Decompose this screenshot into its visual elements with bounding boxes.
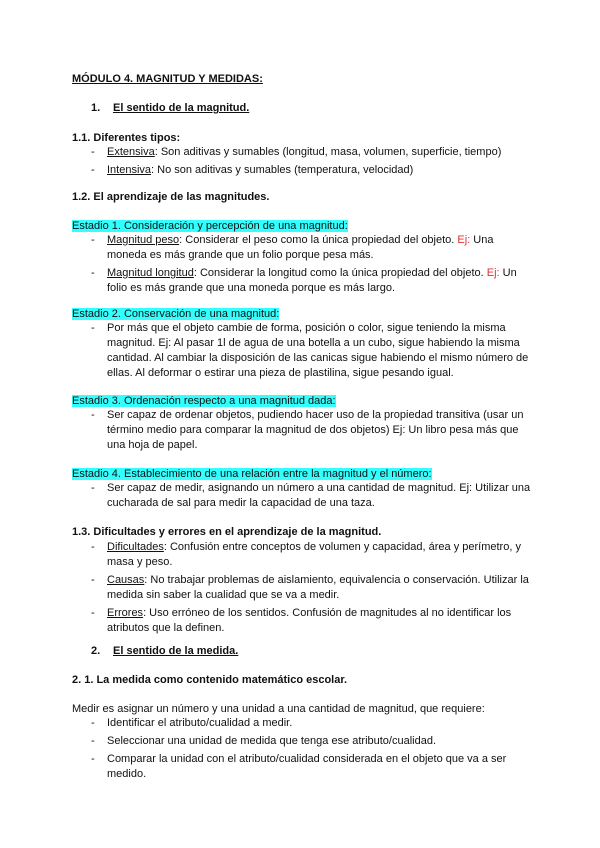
- stage-4-list: [91, 481, 531, 514]
- list-item: [91, 573, 531, 603]
- stage-1-list: [91, 233, 531, 299]
- item-text: : Considerar la longitud como la única propiedad del objeto.: [193, 267, 487, 279]
- section-1-2-heading: 1.2. El aprendizaje de las magnitudes.: [72, 191, 270, 203]
- stage-3-list: [91, 408, 531, 456]
- stage-2-list: [91, 321, 531, 384]
- measure-intro: Medir es asignar un número y una unidad a una cantidad de magnitud, que requiere:: [72, 703, 485, 715]
- stage-1-label: [72, 219, 348, 234]
- list-item: - Seleccionar una unidad de medida que tenga ese atributo/cualidad.: [91, 734, 531, 749]
- item-text: : No trabajar problemas de aislamiento, equivalencia o conservación. Utilizar la medida sin saber la cualidad que se va a medir.: [107, 574, 529, 601]
- item-text: Una moneda es más grande que un folio porque pesa más.: [107, 234, 494, 261]
- list-item: - Ser capaz de medir, asignando un número a una cantidad de magnitud. Ej: Utilizar una cucharada de sal para medir la capacidad de una taza.: [91, 481, 531, 511]
- difficulties-list: [91, 540, 531, 639]
- stage-4-label: [72, 467, 432, 482]
- example-label: Ej:: [486, 267, 500, 279]
- list-item: [91, 606, 531, 636]
- item-term: Magnitud peso: [107, 234, 180, 246]
- stage-2-label: [72, 307, 279, 322]
- section-2-title: El sentido de la medida.: [113, 645, 239, 657]
- section-2-number: 2.: [91, 645, 101, 657]
- section-1-heading: [91, 101, 249, 116]
- section-1-title: El sentido de la magnitud.: [113, 102, 250, 114]
- stage-3-label-text: Estadio 3. Ordenación respecto a una magnitud dada:: [72, 395, 336, 407]
- list-item: [91, 266, 531, 296]
- item-text: : Uso erróneo de los sentidos. Confusión de magnitudes al no identificar los atributos que la definen.: [107, 607, 512, 634]
- section-1-number: 1.: [91, 102, 101, 114]
- example-label: Ej:: [457, 234, 471, 246]
- stage-2-label-text: Estadio 2. Conservación de una magnitud:: [72, 308, 280, 320]
- item-term: Magnitud longitud: [107, 267, 194, 279]
- stage-4-label-text: Estadio 4. Establecimiento de una relación entre la magnitud y el número:: [72, 468, 432, 480]
- item-text: Un folio es más grande que una moneda porque es más largo.: [107, 267, 517, 294]
- item-term: Intensiva: [107, 164, 152, 176]
- item-text: : Confusión entre conceptos de volumen y capacidad, área y perímetro, y masa y peso.: [107, 541, 521, 568]
- item-text: : Son aditivas y sumables (longitud, masa, volumen, superficie, tiempo): [154, 146, 502, 158]
- section-1-1-heading: 1.1. Diferentes tipos:: [72, 132, 181, 144]
- item-text: : Considerar el peso como la única propiedad del objeto.: [179, 234, 458, 246]
- module-title: MÓDULO 4. MAGNITUD Y MEDIDAS:: [72, 73, 263, 85]
- section-2-heading: [91, 644, 238, 659]
- list-item: [91, 540, 531, 570]
- list-item: - Ser capaz de ordenar objetos, pudiendo hacer uso de la propiedad transitiva (usar un término medio para comparar la magnitud de dos objetos) Ej: Un libro pesa más que una hoja de papel.: [91, 408, 531, 453]
- list-item: - Comparar la unidad con el atributo/cualidad considerada en el objeto que va a ser medido.: [91, 752, 531, 782]
- list-item: - Por más que el objeto cambie de forma, posición o color, sigue teniendo la misma magnitud. Ej: Al pasar 1l de agua de una botella a un cubo, sigue habiendo la misma cantidad. Al cambiar la disposición de las canicas sigue habiendo el mismo número de ellas. Al deformar o estirar una pieza de plastilina, sigue pesando igual.: [91, 321, 531, 381]
- measure-requirements-list: [91, 716, 531, 785]
- stage-3-label: [72, 394, 336, 409]
- item-term: Errores: [107, 607, 144, 619]
- list-item: [91, 163, 531, 178]
- item-text: : No son aditivas y sumables (temperatura, velocidad): [151, 164, 414, 176]
- types-list: [91, 145, 531, 181]
- item-term: Extensiva: [107, 146, 155, 158]
- section-1-3-heading: 1.3. Dificultades y errores en el aprendizaje de la magnitud.: [72, 526, 382, 538]
- item-term: Causas: [107, 574, 145, 586]
- item-term: Dificultades: [107, 541, 164, 553]
- section-2-1-heading: 2. 1. La medida como contenido matemático escolar.: [72, 674, 348, 686]
- list-item: [91, 145, 531, 160]
- list-item: [91, 233, 531, 263]
- list-item: - Identificar el atributo/cualidad a medir.: [91, 716, 531, 731]
- stage-1-label-text: Estadio 1. Consideración y percepción de una magnitud:: [72, 220, 348, 232]
